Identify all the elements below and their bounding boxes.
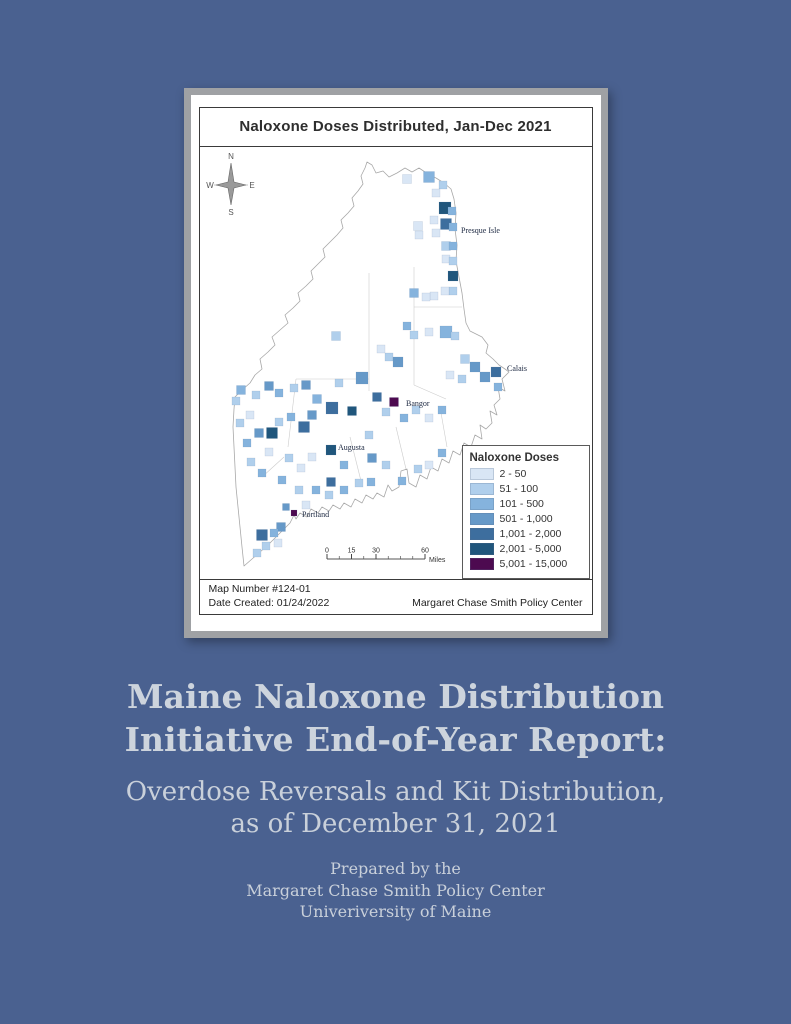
report-subtitle xyxy=(0,776,791,840)
town-shape xyxy=(409,289,418,298)
town-shape xyxy=(356,372,368,384)
town-shape xyxy=(254,429,263,438)
town-shape xyxy=(449,242,457,250)
report-title-line2: Initiative End-of-Year Report: xyxy=(124,719,667,759)
town-shape xyxy=(275,418,283,426)
town-shape xyxy=(270,529,278,537)
compass-s: S xyxy=(227,208,234,217)
legend-rows xyxy=(470,468,582,570)
prepared-line2: Margaret Chase Smith Policy Center xyxy=(246,880,545,900)
town-shape xyxy=(307,411,316,420)
town-shape xyxy=(247,458,255,466)
town-shape xyxy=(422,293,430,301)
town-shape xyxy=(285,454,293,462)
map-title: Naloxone Doses Distributed, Jan-Dec 2021 xyxy=(200,108,592,147)
svg-text:0: 0 xyxy=(324,547,329,555)
town-shape xyxy=(451,332,459,340)
legend-row xyxy=(470,528,582,540)
town-shape xyxy=(385,353,393,361)
town-shape xyxy=(301,381,310,390)
map-content-box xyxy=(199,107,593,615)
town-shape xyxy=(326,402,338,414)
town-shape xyxy=(430,216,438,224)
town-shape xyxy=(326,445,336,455)
town-shape xyxy=(291,510,297,516)
town-shape xyxy=(413,222,422,231)
town-shape xyxy=(308,453,316,461)
town-shape xyxy=(290,384,298,392)
town-shape xyxy=(470,362,480,372)
legend-label: 501 - 1,000 xyxy=(499,513,553,525)
report-title xyxy=(0,676,791,760)
town-shape xyxy=(274,539,282,547)
legend-label: 51 - 100 xyxy=(499,483,539,495)
town-shape xyxy=(449,287,457,295)
city-label-augusta: Augusta xyxy=(337,443,365,452)
legend-row xyxy=(470,468,582,480)
legend-row xyxy=(470,483,582,495)
town-shape xyxy=(438,406,446,414)
prepared-by xyxy=(0,858,791,923)
legend-label: 1,001 - 2,000 xyxy=(499,528,562,540)
town-shape xyxy=(297,464,305,472)
town-shape xyxy=(302,501,310,509)
report-title-line1: Maine Naloxone Distribution xyxy=(127,677,664,717)
town-shape xyxy=(448,207,456,215)
city-label-bangor: Bangor xyxy=(405,399,430,408)
city-label-presque-isle: Presque Isle xyxy=(460,226,500,235)
town-shape xyxy=(265,448,273,456)
legend-row xyxy=(470,558,582,570)
town-shape xyxy=(491,367,501,377)
town-shape xyxy=(449,257,457,265)
town-shape xyxy=(438,449,446,457)
town-shape xyxy=(365,431,373,439)
town-shape xyxy=(423,172,434,183)
svg-text:Miles: Miles xyxy=(428,557,445,564)
prepared-line1: Prepared by the xyxy=(330,859,461,879)
town-shape xyxy=(252,391,260,399)
prepared-line3: Univeriversity of Maine xyxy=(299,902,492,922)
town-shape xyxy=(275,389,283,397)
city-label-calais: Calais xyxy=(506,364,527,373)
town-shape xyxy=(340,486,348,494)
legend-swatch xyxy=(470,498,494,510)
svg-text:15: 15 xyxy=(347,547,355,555)
town-shape xyxy=(325,491,333,499)
city-label-portland: Portland xyxy=(301,510,329,519)
svg-text:30: 30 xyxy=(371,547,380,555)
map-legend xyxy=(462,445,590,579)
map-credit: Margaret Chase Smith Policy Center xyxy=(412,596,583,609)
map-footer xyxy=(200,579,592,614)
town-shape xyxy=(425,414,433,422)
legend-swatch xyxy=(470,543,494,555)
town-shape xyxy=(312,395,321,404)
town-shape xyxy=(266,428,277,439)
legend-row xyxy=(470,513,582,525)
town-shape xyxy=(258,469,266,477)
town-shape xyxy=(449,223,457,231)
map-figure-matte xyxy=(191,95,601,631)
town-shape xyxy=(355,479,363,487)
legend-label: 101 - 500 xyxy=(499,498,544,510)
legend-row xyxy=(470,498,582,510)
town-shape xyxy=(335,379,343,387)
town-shape xyxy=(440,326,452,338)
compass-w: W xyxy=(205,181,214,190)
date-created: Date Created: 01/24/2022 xyxy=(208,596,330,609)
map-area xyxy=(200,147,592,579)
town-shape xyxy=(382,408,390,416)
town-shape xyxy=(414,465,422,473)
town-shape xyxy=(403,322,411,330)
compass-rose xyxy=(206,152,254,217)
town-shape xyxy=(312,486,320,494)
report-subtitle-line2: as of December 31, 2021 xyxy=(230,808,561,839)
legend-label: 5,001 - 15,000 xyxy=(499,558,568,570)
town-shape xyxy=(347,407,356,416)
legend-label: 2,001 - 5,000 xyxy=(499,543,562,555)
town-shape xyxy=(298,422,309,433)
town-shape xyxy=(253,549,261,557)
town-shape xyxy=(441,287,449,295)
map-footer-left xyxy=(209,583,330,610)
town-shape xyxy=(236,386,245,395)
map-number: Map Number #124-01 xyxy=(208,583,311,595)
compass-e: E xyxy=(248,181,255,190)
compass-star xyxy=(216,163,246,205)
scale-bar xyxy=(325,548,446,565)
town-shape xyxy=(236,419,244,427)
town-shape xyxy=(282,504,289,511)
legend-label: 2 - 50 xyxy=(499,468,527,480)
compass-n: N xyxy=(227,152,234,161)
town-shape xyxy=(243,439,251,447)
town-shape xyxy=(458,375,466,383)
town-shape xyxy=(494,383,502,391)
town-shape xyxy=(264,382,273,391)
town-shape xyxy=(393,357,403,367)
town-shape xyxy=(326,478,335,487)
town-shape xyxy=(415,231,423,239)
town-shape xyxy=(377,345,385,353)
town-shape xyxy=(400,414,408,422)
town-shape xyxy=(448,271,458,281)
svg-text:60: 60 xyxy=(420,547,429,555)
legend-swatch xyxy=(470,528,494,540)
town-shape xyxy=(287,413,295,421)
town-shape xyxy=(446,371,454,379)
town-shape xyxy=(295,486,303,494)
town-shape xyxy=(480,372,490,382)
town-shape xyxy=(246,411,254,419)
town-shape xyxy=(432,229,440,237)
town-shape xyxy=(425,328,433,336)
town-shape xyxy=(232,397,240,405)
town-shape xyxy=(278,476,286,484)
town-shape xyxy=(382,461,390,469)
town-shape xyxy=(430,292,438,300)
map-figure-frame xyxy=(184,88,608,638)
legend-swatch xyxy=(470,513,494,525)
town-shape xyxy=(372,393,381,402)
town-shape xyxy=(331,332,340,341)
town-shape xyxy=(398,477,406,485)
town-shape xyxy=(340,461,348,469)
legend-swatch xyxy=(470,468,494,480)
legend-swatch xyxy=(470,558,494,570)
town-shape xyxy=(389,398,398,407)
town-shape xyxy=(402,175,411,184)
town-shape xyxy=(367,454,376,463)
legend-swatch xyxy=(470,483,494,495)
town-shape xyxy=(442,255,450,263)
town-shape xyxy=(425,461,433,469)
report-subtitle-line1: Overdose Reversals and Kit Distribution, xyxy=(125,776,666,807)
town-shape xyxy=(256,530,267,541)
town-shape xyxy=(262,542,270,550)
town-shape xyxy=(432,189,440,197)
town-shape xyxy=(367,478,375,486)
legend-title: Naloxone Doses xyxy=(469,452,559,464)
town-shape xyxy=(410,331,418,339)
town-shape xyxy=(460,355,469,364)
legend-row xyxy=(470,543,582,555)
town-shape xyxy=(439,181,447,189)
